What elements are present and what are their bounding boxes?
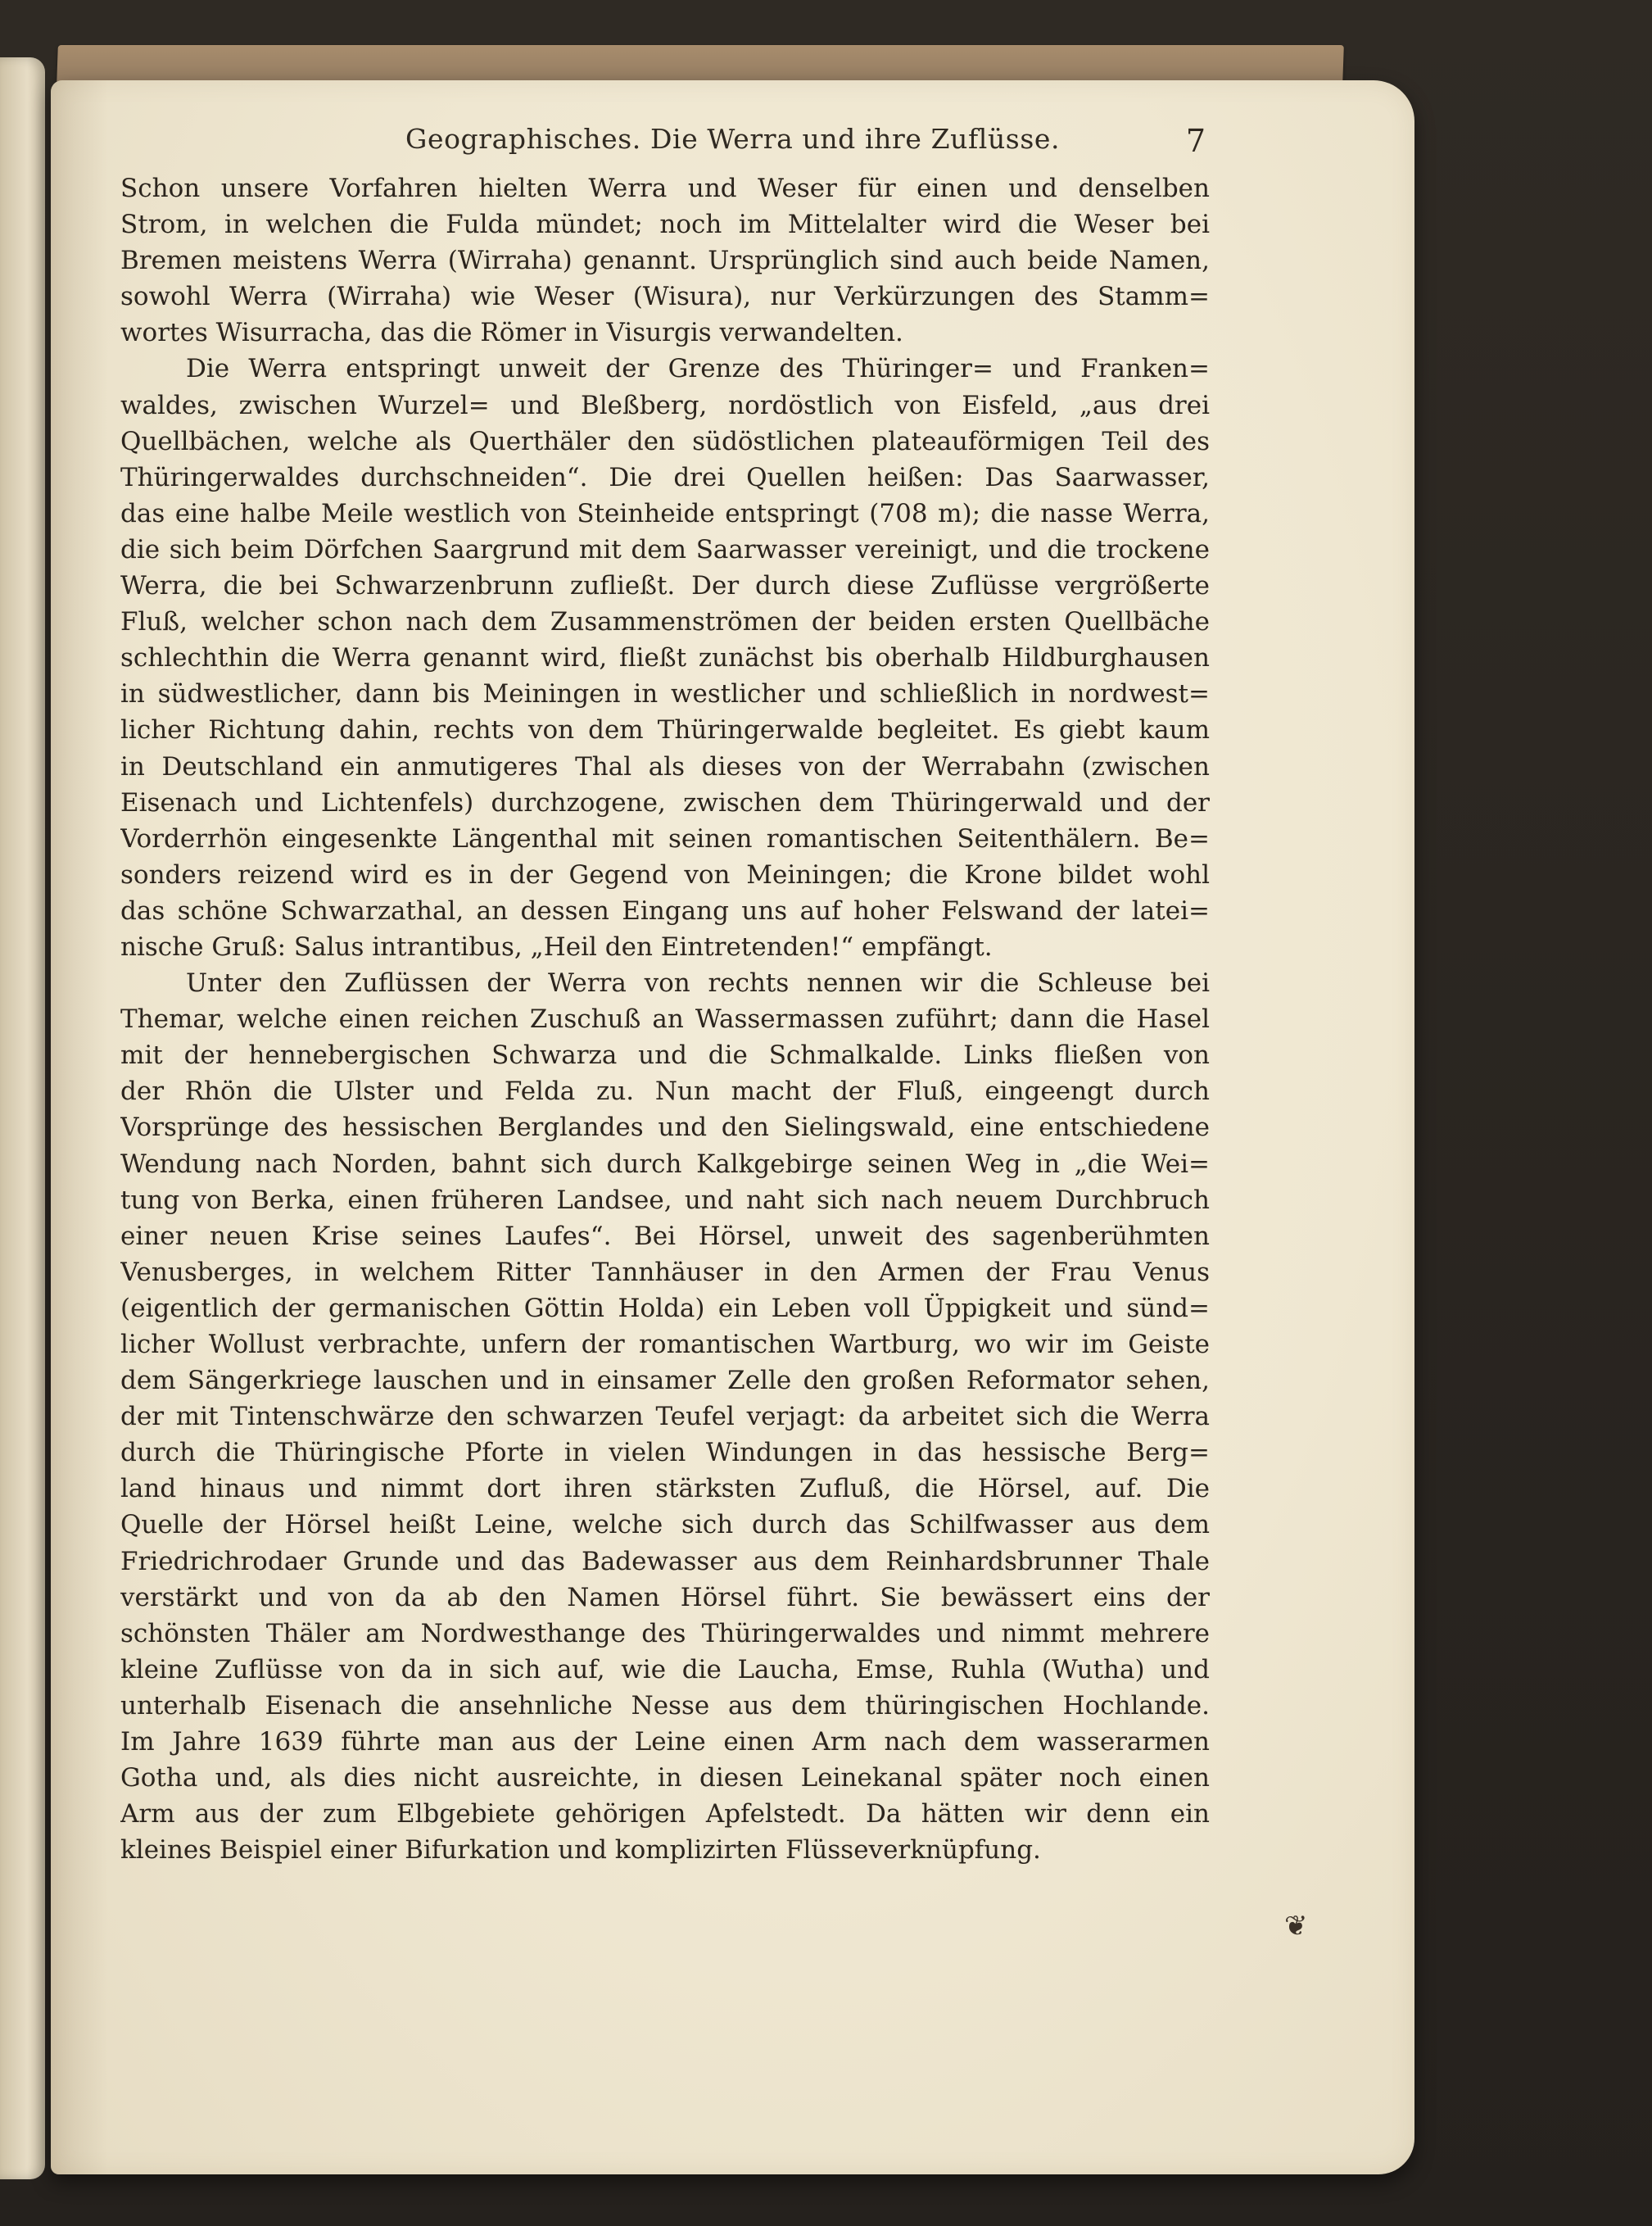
- text-line: Fluß, welcher schon nach dem Zusammenströmen der beiden ersten Quellbäche: [120, 607, 1210, 637]
- text-line: land hinaus und nimmt dort ihren stärksten Zufluß, die Hörsel, auf. Die: [120, 1474, 1210, 1504]
- text-line: das schöne Schwarzathal, an dessen Eingang uns auf hoher Felswand der latei=: [120, 895, 1210, 926]
- text-line: Die Werra entspringt unweit der Grenze des Thüringer= und Franken=: [186, 354, 1210, 384]
- text-line: Im Jahre 1639 führte man aus der Leine einen Arm nach dem wasserarmen: [120, 1727, 1210, 1757]
- text-line: sonders reizend wird es in der Gegend von Meiningen; die Krone bildet wohl: [120, 859, 1210, 890]
- text-line: in Deutschland ein anmutigeres Thal als dieses von der Werrabahn (zwischen: [120, 751, 1210, 782]
- text-line: Quelle der Hörsel heißt Leine, welche sich durch das Schilfwasser aus dem: [120, 1510, 1210, 1540]
- fleuron-icon: ❦: [1284, 1910, 1308, 1943]
- text-line: nische Gruß: Salus intrantibus, „Heil den Eintretenden!“ empfängt.: [120, 932, 993, 962]
- text-line: Eisenach und Lichtenfels) durchzogene, zwischen dem Thüringerwald und der: [120, 787, 1210, 818]
- text-line: Friedrichrodaer Grunde und das Badewasser aus dem Reinhardsbrunner Thale: [120, 1546, 1210, 1576]
- text-line: durch die Thüringische Pforte in vielen Windungen in das hessische Berg=: [120, 1438, 1210, 1468]
- text-line: verstärkt und von da ab den Namen Hörsel führt. Sie bewässert eins der: [120, 1582, 1210, 1612]
- text-line: licher Richtung dahin, rechts von dem Thüringerwalde begleitet. Es giebt kaum: [120, 715, 1210, 746]
- text-line: Arm aus der zum Elbgebiete gehörigen Apfelstedt. Da hätten wir denn ein: [120, 1799, 1210, 1829]
- text-line: der mit Tintenschwärze den schwarzen Teufel verjagt: da arbeitet sich die Werra: [120, 1402, 1210, 1432]
- text-line: licher Wollust verbrachte, unfern der romantischen Wartburg, wo wir im Geiste: [120, 1330, 1210, 1359]
- text-line: Wendung nach Norden, bahnt sich durch Kalkgebirge seinen Weg in „die Wei=: [120, 1149, 1210, 1179]
- text-line: schönsten Thäler am Nordwesthange des Thüringerwaldes und nimmt mehrere: [120, 1618, 1210, 1648]
- text-line: die sich beim Dörfchen Saargrund mit dem Saarwasser vereinigt, und die trockene: [120, 534, 1210, 564]
- running-title: Geographisches. Die Werra und ihre Zuflüsse.: [405, 123, 1061, 155]
- text-line: kleines Beispiel einer Bifurkation und komplizirten Flüsseverknüpfung.: [120, 1835, 1041, 1866]
- text-line: Vorderrhön eingesenkte Längenthal mit seinen romantischen Seitenthälern. Be=: [120, 823, 1210, 854]
- text-line: Strom, in welchen die Fulda mündet; noch im Mittelalter wird die Weser bei: [120, 210, 1210, 240]
- book-cover-edge: [57, 45, 1344, 84]
- text-line: Schon unsere Vorfahren hielten Werra und Weser für einen und denselben: [120, 174, 1210, 203]
- text-line: waldes, zwischen Wurzel= und Bleßberg, nordöstlich von Eisfeld, „aus drei: [120, 390, 1210, 420]
- text-line: wortes Wisurracha, das die Römer in Visurgis verwandelten.: [120, 318, 903, 348]
- text-line: Themar, welche einen reichen Zuschuß an Wassermassen zuführt; dann die Hasel: [120, 1004, 1210, 1035]
- text-line: Thüringerwaldes durchschneiden“. Die drei Quellen heißen: Das Saarwasser,: [120, 462, 1210, 492]
- text-line: Gotha und, als dies nicht ausreichte, in diesen Leinekanal später noch einen: [120, 1763, 1210, 1793]
- page-number: 7: [1185, 123, 1206, 159]
- left-page-edge: [0, 57, 45, 2179]
- text-line: Werra, die bei Schwarzenbrunn zufließt. Der durch diese Zuflüsse vergrößerte: [120, 571, 1210, 601]
- body-text: [120, 170, 1210, 1868]
- text-line: Vorsprünge des hessischen Berglandes und den Sielingswald, eine entschiedene: [120, 1113, 1210, 1143]
- text-line: Unter den Zuflüssen der Werra von rechts nennen wir die Schleuse bei: [186, 968, 1210, 999]
- running-head: [120, 123, 1206, 165]
- text-line: mit der hennebergischen Schwarza und die Schmalkalde. Links fließen von: [120, 1040, 1210, 1071]
- text-line: Bremen meistens Werra (Wirraha) genannt. Ursprünglich sind auch beide Namen,: [120, 246, 1210, 276]
- text-line: einer neuen Krise seines Laufes“. Bei Hörsel, unweit des sagenberühmten: [120, 1221, 1210, 1251]
- text-line: der Rhön die Ulster und Felda zu. Nun macht der Fluß, eingeengt durch: [120, 1077, 1210, 1107]
- text-line: das eine halbe Meile westlich von Steinheide entspringt (708 m); die nasse Werra,: [120, 498, 1210, 528]
- text-line: dem Sängerkriege lauschen und in einsamer Zelle den großen Reformator sehen,: [120, 1366, 1210, 1396]
- text-line: unterhalb Eisenach die ansehnliche Nesse aus dem thüringischen Hochlande.: [120, 1690, 1210, 1721]
- text-line: sowohl Werra (Wirraha) wie Weser (Wisura), nur Verkürzungen des Stamm=: [120, 282, 1210, 312]
- text-line: (eigentlich der germanischen Göttin Holda) ein Leben voll Üppigkeit und sünd=: [120, 1293, 1210, 1323]
- text-line: Quellbächen, welche als Querthäler den südöstlichen plateauförmigen Teil des: [120, 426, 1210, 456]
- text-line: tung von Berka, einen früheren Landsee, und naht sich nach neuem Durchbruch: [120, 1185, 1210, 1215]
- text-line: in südwestlicher, dann bis Meiningen in westlicher und schließlich in nordwest=: [120, 679, 1210, 710]
- text-line: schlechthin die Werra genannt wird, fließt zunächst bis oberhalb Hildburghausen: [120, 643, 1210, 673]
- text-line: kleine Zuflüsse von da in sich auf, wie die Laucha, Emse, Ruhla (Wutha) und: [120, 1654, 1210, 1684]
- gutter-shadow: [51, 80, 108, 2174]
- text-line: Venusberges, in welchem Ritter Tannhäuser in den Armen der Frau Venus: [120, 1257, 1210, 1287]
